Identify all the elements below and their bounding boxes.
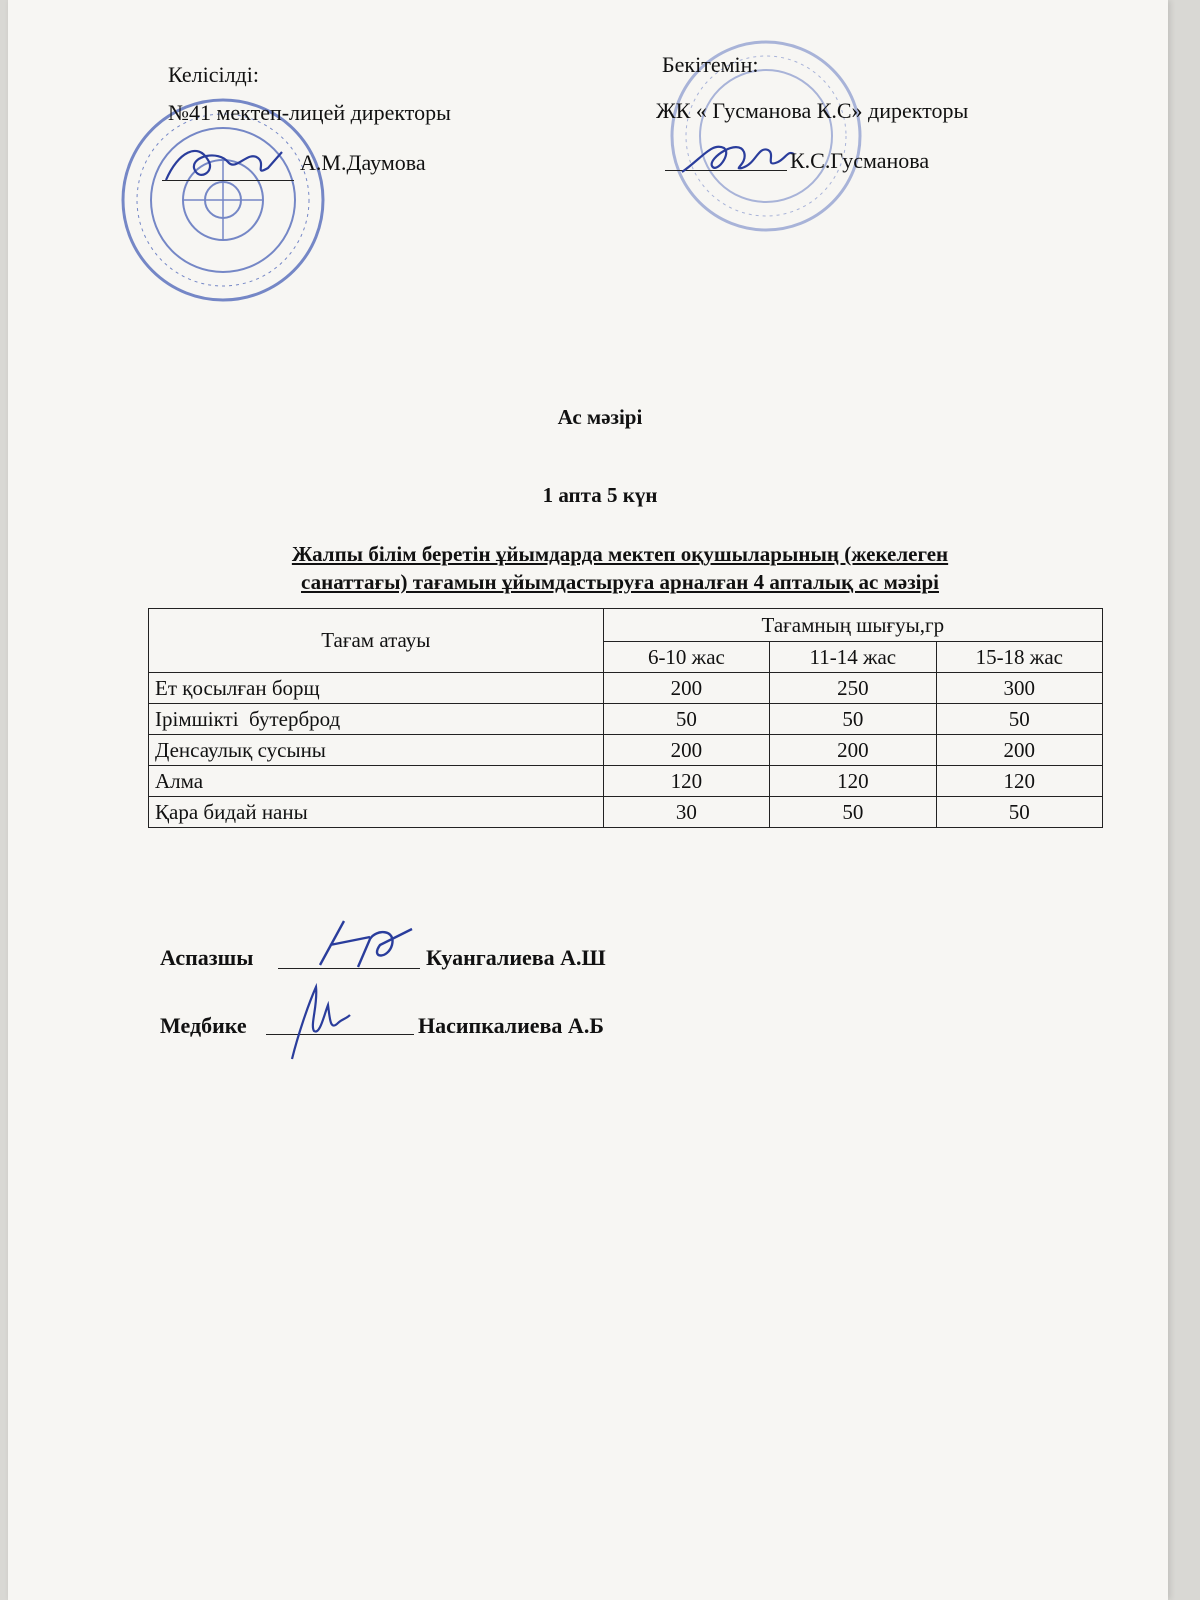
dish-value: 50 — [936, 704, 1102, 735]
table-row — [149, 766, 1103, 797]
dish-value: 50 — [603, 704, 769, 735]
age-group-header: 6-10 жас — [603, 642, 769, 673]
approved-signature — [672, 128, 802, 188]
approved-name: К.С.Гусманова — [790, 148, 930, 173]
cook-name: Куангалиева А.Ш — [426, 945, 606, 970]
dish-value: 200 — [936, 735, 1102, 766]
nurse-signature — [280, 975, 370, 1065]
col-name-header: Тағам атауы — [149, 609, 604, 673]
dish-value: 50 — [936, 797, 1102, 828]
approved-position: ЖК « Гусманова К.С» директоры — [656, 98, 969, 123]
dish-value: 120 — [770, 766, 936, 797]
dish-name: Ірімшікті бутерброд — [149, 704, 604, 735]
col-output-header: Тағамның шығуы,гр — [603, 609, 1102, 642]
dish-value: 250 — [770, 673, 936, 704]
menu-table — [148, 608, 1103, 828]
nurse-label: Медбике — [160, 1013, 247, 1038]
dish-value: 200 — [770, 735, 936, 766]
nurse-name: Насипкалиева А.Б — [418, 1013, 604, 1038]
school-stamp — [118, 95, 328, 305]
dish-value: 200 — [603, 735, 769, 766]
agreed-position: №41 мектеп-лицей директоры — [168, 100, 451, 125]
age-group-header: 11-14 жас — [770, 642, 936, 673]
cook-signature — [300, 915, 420, 975]
subtitle-line-2: санаттағы) тағамын ұйымдастыруға арналған 4 апталық ас мәзірі — [301, 570, 939, 594]
table-row — [149, 704, 1103, 735]
table-row — [149, 735, 1103, 766]
table-header-row — [149, 609, 1103, 642]
cook-label: Аспазшы — [160, 945, 254, 970]
dish-value: 30 — [603, 797, 769, 828]
table-row — [149, 797, 1103, 828]
dish-value: 200 — [603, 673, 769, 704]
dish-name: Алма — [149, 766, 604, 797]
dish-value: 120 — [936, 766, 1102, 797]
agreed-label: Келісілді: — [168, 62, 259, 87]
subtitle-line-1: Жалпы білім беретін ұйымдарда мектеп оқушыларының (жекелеген — [291, 542, 949, 566]
dish-value: 120 — [603, 766, 769, 797]
agreed-name: А.М.Даумова — [300, 150, 426, 175]
table-row — [149, 673, 1103, 704]
dish-value: 50 — [770, 797, 936, 828]
approved-label: Бекітемін: — [662, 52, 759, 77]
dish-value: 300 — [936, 673, 1102, 704]
age-group-header: 15-18 жас — [936, 642, 1102, 673]
dish-name: Денсаулық сусыны — [149, 735, 604, 766]
week-day: 1 апта 5 күн — [542, 483, 658, 507]
dish-name: Қара бидай наны — [149, 797, 604, 828]
agreed-signature — [158, 132, 288, 192]
dish-value: 50 — [770, 704, 936, 735]
document-title: Ас мәзірі — [557, 405, 643, 429]
dish-name: Ет қосылған борщ — [149, 673, 604, 704]
